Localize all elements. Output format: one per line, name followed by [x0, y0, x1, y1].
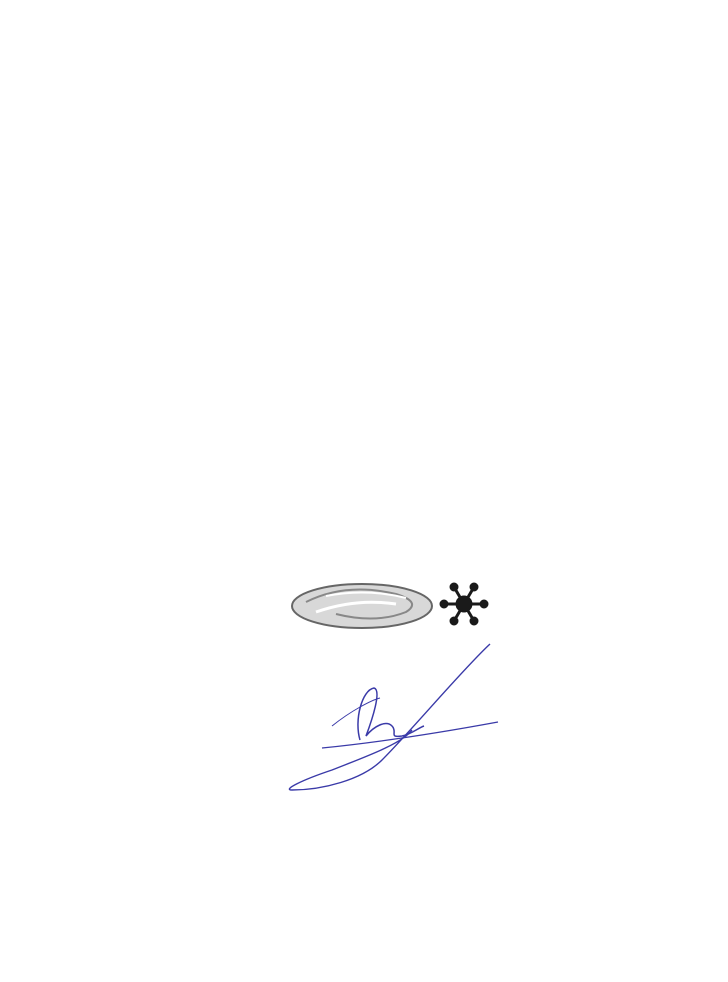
logo-water-swirl — [292, 584, 432, 628]
snowflake-icon — [441, 584, 487, 624]
bottom-deer-ornament — [18, 842, 710, 972]
top-horse-ornament — [18, 8, 710, 112]
handwritten-signature — [262, 640, 502, 800]
